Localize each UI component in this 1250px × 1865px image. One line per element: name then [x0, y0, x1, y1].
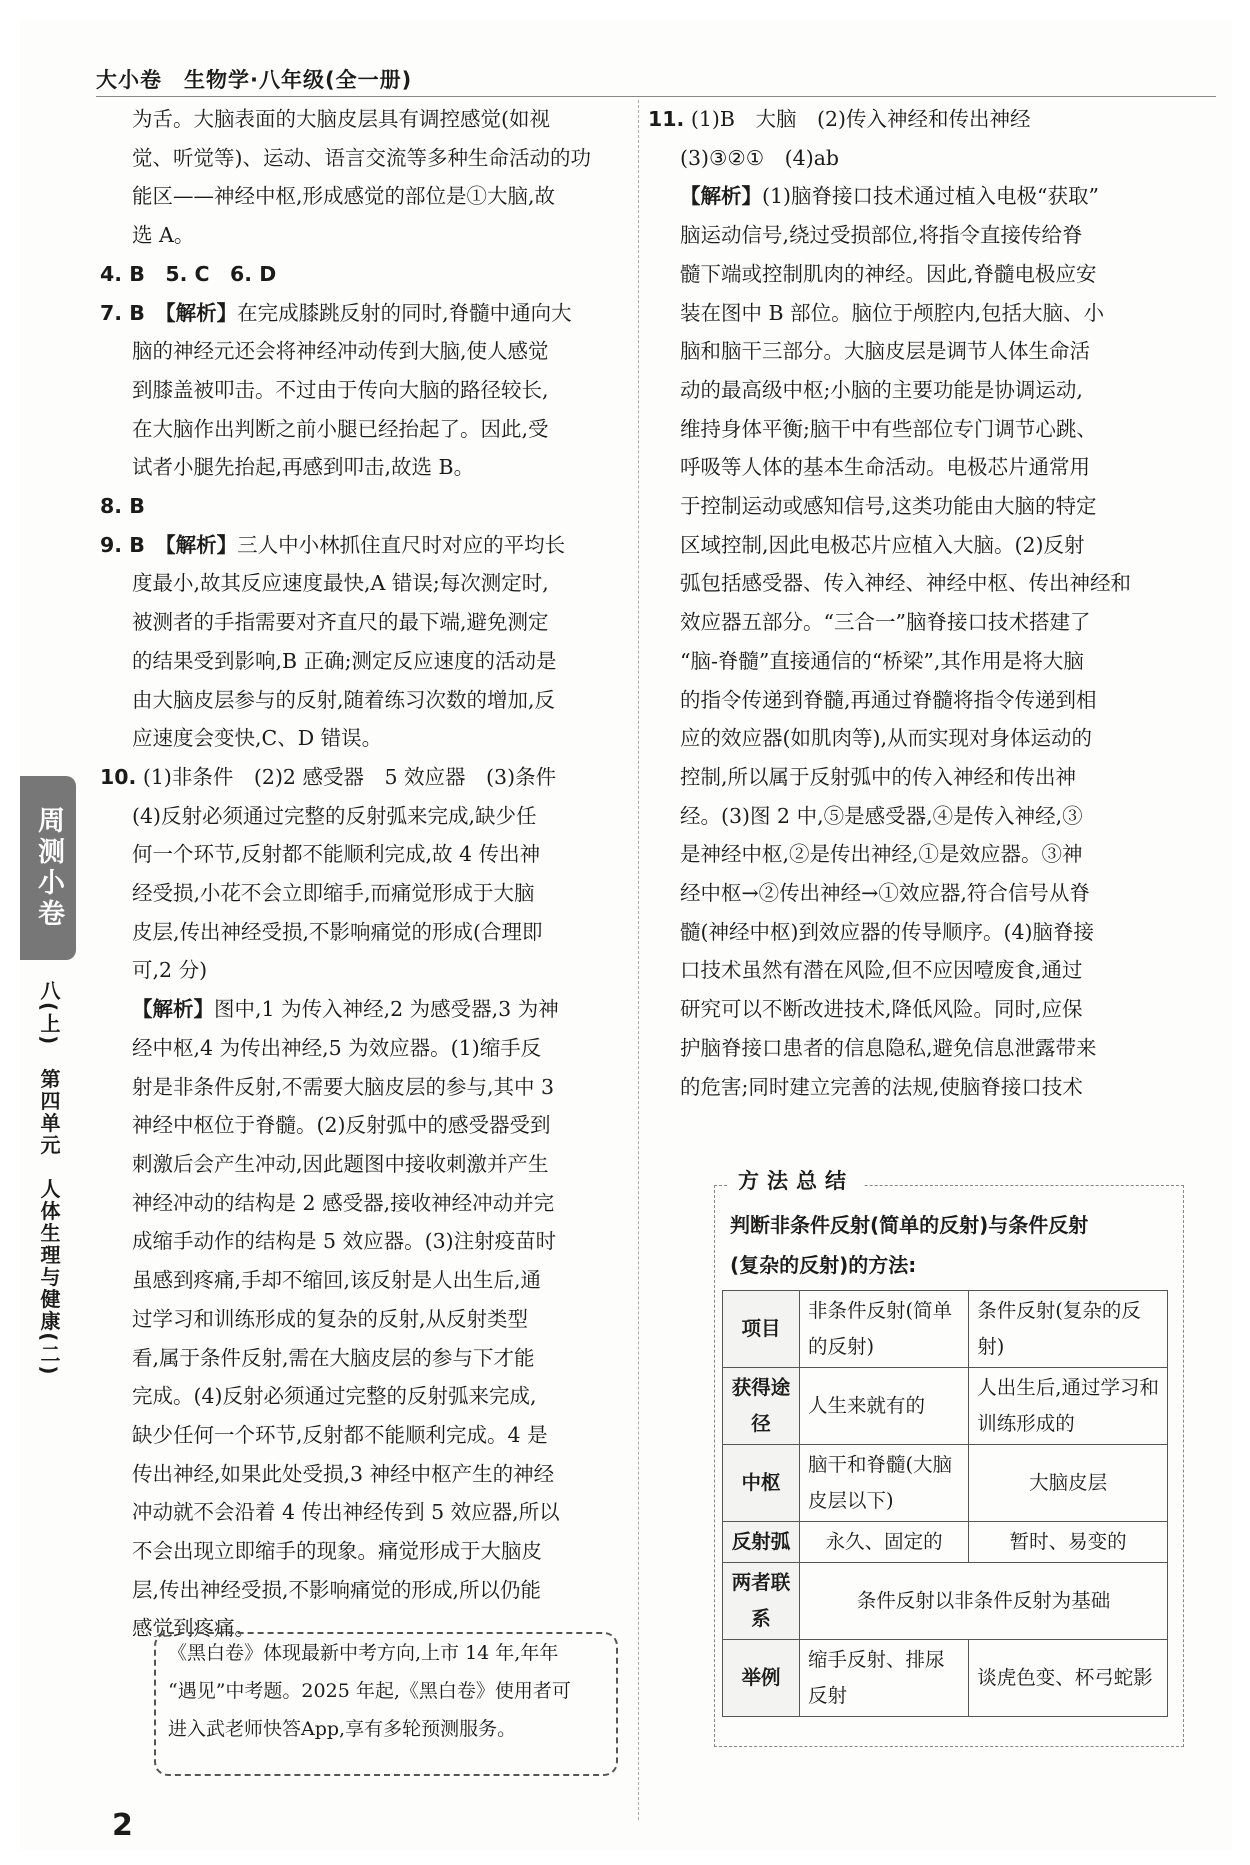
text-line: 不会出现立即缩手的现象。痛觉形成于大脑皮	[132, 1539, 542, 1564]
q11-analysis-first	[648, 177, 1188, 216]
method-text-line: (复杂的反射)的方法:	[730, 1253, 917, 1277]
table-cell: 缩手反射、排尿反射	[800, 1640, 969, 1717]
table-cell: 非条件反射(简单的反射)	[800, 1291, 969, 1368]
text-line: 被测者的手指需要对齐直尺的最下端,避免测定	[132, 610, 549, 635]
text-line: 的危害;同时建立完善的法规,使脑脊接口技术	[680, 1074, 1083, 1099]
q10-answer: (1)非条件 (2)2 感受器 5 效应器 (3)条件	[142, 764, 557, 789]
q9-text: 三人中小林抓住直尺时对应的平均长	[237, 532, 566, 557]
q10-number: 10.	[100, 764, 137, 789]
table-row	[723, 1522, 1168, 1563]
table-cell: 项目	[723, 1291, 800, 1368]
table-cell: 举例	[723, 1640, 800, 1717]
method-summary-title: 方法总结	[728, 1165, 864, 1195]
q7-first-line	[100, 294, 630, 333]
right-column	[648, 100, 1188, 1106]
q10-analysis-tag: 【解析】	[132, 997, 214, 1022]
q11-answer: (1)B 大脑 (2)传入神经和传出神经	[690, 107, 1031, 131]
q9-first-line	[100, 526, 630, 565]
q9-number: 9. B	[100, 532, 145, 557]
text-line: 由大脑皮层参与的反射,随着练习次数的增加,反	[132, 687, 556, 712]
text-line: 维持身体平衡;脑干中有些部位专门调节心跳、	[680, 416, 1097, 441]
text-line: 选 A。	[132, 223, 195, 248]
table-cell: 两者联系	[723, 1563, 800, 1640]
text-line: 传出神经,如果此处受损,3 神经中枢产生的神经	[132, 1461, 555, 1486]
promo-box	[154, 1632, 618, 1776]
q7-analysis-tag: 【解析】	[165, 300, 238, 325]
text-line: 感觉到疼痛。	[132, 1616, 255, 1641]
text-line: 在大脑作出判断之前小腿已经抬起了。因此,受	[132, 416, 549, 441]
table-cell: 脑干和脊髓(大脑皮层以下)	[800, 1445, 969, 1522]
table-cell: 条件反射(复杂的反射)	[969, 1291, 1168, 1368]
text-line: 髓下端或控制肌肉的神经。因此,脊髓电极应安	[680, 261, 1097, 286]
text-line: 装在图中 B 部位。脑位于颅腔内,包括大脑、小	[680, 300, 1105, 325]
text-line: 皮层,传出神经受损,不影响痛觉的形成(合理即	[132, 919, 543, 944]
left-column	[100, 100, 630, 1648]
text-line: 射是非条件反射,不需要大脑皮层的参与,其中 3	[132, 1074, 555, 1099]
method-text-line: 判断非条件反射(简单的反射)与条件反射	[730, 1213, 1089, 1237]
text-line: 髓(神经中枢)到效应器的传导顺序。(4)脑脊接	[680, 919, 1095, 944]
table-cell: 暂时、易变的	[969, 1522, 1168, 1563]
text-line: 动的最高级中枢;小脑的主要功能是协调运动,	[680, 377, 1083, 402]
table-cell: 反射弧	[723, 1522, 800, 1563]
text-line: 为舌。大脑表面的大脑皮层具有调控感觉(如视	[132, 107, 550, 131]
text-line: 控制,所以属于反射弧中的传入神经和传出神	[680, 764, 1077, 789]
text-line: 经受损,小花不会立即缩手,而痛觉形成于大脑	[132, 881, 535, 906]
text-line: 经中枢,4 为传出神经,5 为效应器。(1)缩手反	[132, 1035, 542, 1060]
table-cell: 永久、固定的	[800, 1522, 969, 1563]
text-line: 口技术虽然有潜在风险,但不应因噎废食,通过	[680, 958, 1083, 983]
q7-number: 7. B	[100, 300, 145, 325]
table-cell: 中枢	[723, 1445, 800, 1522]
q11-first-line	[648, 100, 1188, 139]
promo-line: 《黑白卷》体现最新中考方向,上市 14 年,年年	[168, 1642, 559, 1664]
promo-line: 进入武老师快答App,享有多轮预测服务。	[168, 1718, 517, 1740]
header-rule	[96, 96, 1216, 97]
text-line: 觉、听觉等)、运动、语言交流等多种生命活动的功	[132, 145, 591, 170]
text-line: 应的效应器(如肌肉等),从而实现对身体运动的	[680, 726, 1093, 751]
text-line: 虽感到疼痛,手却不缩回,该反射是人出生后,通	[132, 1268, 542, 1293]
text-line: 层,传出神经受损,不影响痛觉的形成,所以仍能	[132, 1577, 542, 1602]
text-line: 护脑脊接口患者的信息隐私,避免信息泄露带来	[680, 1035, 1097, 1060]
text-line: 神经冲动的结构是 2 感受器,接收神经冲动并完	[132, 1190, 555, 1215]
page-header: 大小卷 生物学·八年级(全一册)	[96, 68, 413, 92]
table-cell: 人出生后,通过学习和训练形成的	[969, 1368, 1168, 1445]
text-line: (4)反射必须通过完整的反射弧来完成,缺少任	[132, 803, 537, 828]
text-line: 脑的神经元还会将神经冲动传到大脑,使人感觉	[132, 339, 549, 364]
q8-answer: 8. B	[100, 494, 145, 519]
answers-4-6: 4. B 5. C 6. D	[100, 261, 277, 286]
method-summary-text	[730, 1205, 1088, 1285]
q11-analysis-text: (1)脑脊接口技术通过植入电极“获取”	[762, 184, 1099, 209]
text-line: 经。(3)图 2 中,⑤是感受器,④是传入神经,③	[680, 803, 1083, 828]
promo-line: “遇见”中考题。2025 年起,《黑白卷》使用者可	[168, 1680, 571, 1702]
q10-first-line	[100, 758, 630, 797]
table-cell: 人生来就有的	[800, 1368, 969, 1445]
table-cell: 获得途径	[723, 1368, 800, 1445]
text-line: 缺少任何一个环节,反射都不能顺利完成。4 是	[132, 1422, 548, 1447]
text-line: 区域控制,因此电极芯片应植入大脑。(2)反射	[680, 532, 1085, 557]
text-line: 能区——神经中枢,形成感觉的部位是①大脑,故	[132, 184, 556, 209]
text-line: 脑运动信号,绕过受损部位,将指令直接传给脊	[680, 223, 1083, 248]
q7-text: 在完成膝跳反射的同时,脊髓中通向大	[237, 300, 572, 325]
q11-answer-second: (3)③②① (4)ab	[680, 145, 840, 170]
text-line: 是神经中枢,②是传出神经,①是效应器。③神	[680, 842, 1083, 867]
table-row	[723, 1291, 1168, 1368]
q11-analysis-tag: 【解析】	[680, 184, 762, 209]
text-line: 成缩手动作的结构是 5 效应器。(3)注射疫苗时	[132, 1229, 557, 1254]
table-cell: 条件反射以非条件反射为基础	[800, 1563, 1168, 1640]
text-line: 看,属于条件反射,需在大脑皮层的参与下才能	[132, 1345, 535, 1370]
page-number: 2	[112, 1808, 133, 1843]
text-line: 呼吸等人体的基本生命活动。电极芯片通常用	[680, 455, 1090, 480]
side-unit-label: 八(上) 第四单元 人体生理与健康(二)	[37, 980, 61, 1377]
text-line: 到膝盖被叩击。不过由于传向大脑的路径较长,	[132, 377, 549, 402]
text-line: 于控制运动或感知信号,这类功能由大脑的特定	[680, 494, 1097, 519]
text-line: 冲动就不会沿着 4 传出神经传到 5 效应器,所以	[132, 1500, 560, 1525]
q11-number: 11.	[648, 107, 685, 131]
q10-analysis-text: 图中,1 为传入神经,2 为感受器,3 为神	[214, 997, 559, 1022]
text-line: 弧包括感受器、传入神经、神经中枢、传出神经和	[680, 571, 1131, 596]
q9-analysis-tag: 【解析】	[165, 532, 238, 557]
q10-analysis-first	[100, 990, 630, 1029]
text-line: 效应器五部分。“三合一”脑脊接口技术搭建了	[680, 610, 1091, 635]
table-row	[723, 1563, 1168, 1640]
side-tab: 周测小卷	[20, 776, 76, 960]
text-line: 刺激后会产生冲动,因此题图中接收刺激并产生	[132, 1151, 549, 1176]
text-line: 的指令传递到脊髓,再通过脊髓将指令传递到相	[680, 687, 1097, 712]
text-line: 的结果受到影响,B 正确;测定反应速度的活动是	[132, 648, 557, 673]
text-line: 脑和脑干三部分。大脑皮层是调节人体生命活	[680, 339, 1090, 364]
text-line: 完成。(4)反射必须通过完整的反射弧来完成,	[132, 1384, 537, 1409]
table-row	[723, 1640, 1168, 1717]
table-cell: 谈虎色变、杯弓蛇影	[969, 1640, 1168, 1717]
text-line: “脑-脊髓”直接通信的“桥梁”,其作用是将大脑	[680, 648, 1084, 673]
text-line: 神经中枢位于脊髓。(2)反射弧中的感受器受到	[132, 1113, 551, 1138]
table-row	[723, 1445, 1168, 1522]
table-cell: 大脑皮层	[969, 1445, 1168, 1522]
text-line: 经中枢→②传出神经→①效应器,符合信号从脊	[680, 881, 1090, 906]
text-line: 应速度会变快,C、D 错误。	[132, 726, 383, 751]
text-line: 试者小腿先抬起,再感到叩击,故选 B。	[132, 455, 475, 480]
table-row	[723, 1368, 1168, 1445]
text-line: 何一个环节,反射都不能顺利完成,故 4 传出神	[132, 842, 541, 867]
column-divider	[638, 100, 639, 1820]
text-line: 度最小,故其反应速度最快,A 错误;每次测定时,	[132, 571, 549, 596]
text-line: 研究可以不断改进技术,降低风险。同时,应保	[680, 997, 1083, 1022]
text-line: 过学习和训练形成的复杂的反射,从反射类型	[132, 1306, 529, 1331]
reflex-comparison-table	[722, 1290, 1168, 1717]
text-line: 可,2 分)	[132, 958, 208, 983]
